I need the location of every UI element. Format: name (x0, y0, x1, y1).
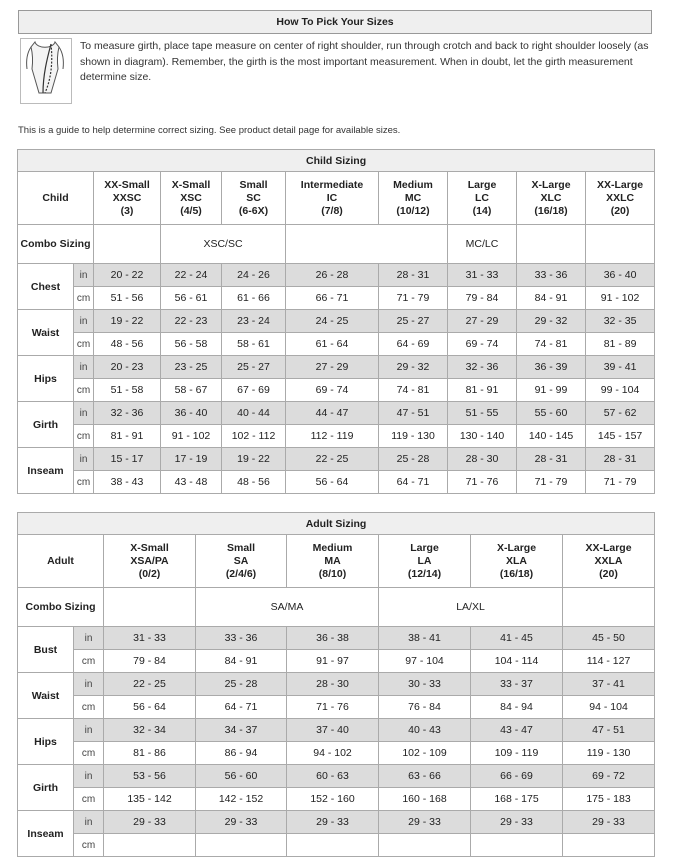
size-value-cell: 47 - 51 (379, 402, 448, 425)
measurement-row (18, 448, 655, 471)
size-value-cell: 22 - 23 (161, 310, 222, 333)
size-value-cell: 24 - 25 (286, 310, 379, 333)
size-value-cell: 64 - 71 (379, 471, 448, 494)
size-column-header (94, 172, 161, 225)
unit-label: cm (74, 379, 94, 402)
size-header-line: XXLA (594, 554, 623, 567)
size-value-cell: 26 - 28 (286, 264, 379, 287)
size-value-cell: 34 - 37 (196, 719, 287, 742)
size-value-cell: 31 - 33 (448, 264, 517, 287)
size-value-cell: 99 - 104 (586, 379, 655, 402)
size-value-cell: 15 - 17 (94, 448, 161, 471)
measurement-row (18, 310, 655, 333)
size-value-cell: 142 - 152 (196, 788, 287, 811)
corner-label: Child (18, 172, 94, 225)
size-value-cell: 81 - 91 (448, 379, 517, 402)
size-value-cell: 28 - 31 (517, 448, 586, 471)
size-value-cell: 40 - 44 (222, 402, 286, 425)
size-column-header (287, 535, 379, 588)
size-column-header (161, 172, 222, 225)
size-value-cell: 32 - 34 (104, 719, 196, 742)
size-value-cell: 29 - 32 (517, 310, 586, 333)
size-header-line: Large (467, 178, 497, 191)
size-value-cell: 91 - 99 (517, 379, 586, 402)
combo-empty-cell (586, 225, 655, 264)
size-column-header (196, 535, 287, 588)
table-title-row (18, 513, 655, 535)
size-value-cell (104, 834, 196, 857)
size-value-cell: 36 - 38 (287, 627, 379, 650)
size-value-cell: 160 - 168 (379, 788, 471, 811)
size-header-line: X-Small (130, 541, 169, 554)
size-value-cell: 81 - 86 (104, 742, 196, 765)
size-value-cell: 104 - 114 (471, 650, 563, 673)
size-header-line: (20) (610, 204, 630, 217)
size-value-cell: 84 - 91 (517, 287, 586, 310)
measurement-row (18, 627, 655, 650)
size-header-line: SA (233, 554, 249, 567)
size-column-header (104, 535, 196, 588)
size-value-cell: 119 - 130 (379, 425, 448, 448)
child-sizing-table (17, 149, 655, 494)
unit-label: in (74, 356, 94, 379)
size-header-line: IC (326, 191, 338, 204)
size-header-line: Medium (393, 178, 433, 191)
size-header-line: XSC (180, 191, 202, 204)
unit-label: cm (74, 696, 104, 719)
size-value-cell: 33 - 37 (471, 673, 563, 696)
combo-empty-cell (94, 225, 161, 264)
size-value-cell (563, 834, 655, 857)
size-value-cell: 47 - 51 (563, 719, 655, 742)
size-value-cell: 20 - 23 (94, 356, 161, 379)
size-value-cell: 40 - 43 (379, 719, 471, 742)
size-value-cell: 29 - 33 (287, 811, 379, 834)
unit-label: in (74, 627, 104, 650)
table-title-row (18, 150, 655, 172)
size-value-cell: 23 - 24 (222, 310, 286, 333)
size-value-cell: 64 - 69 (379, 333, 448, 356)
size-header-line: XLC (540, 191, 562, 204)
combo-empty-cell (104, 588, 196, 627)
measurement-row (18, 811, 655, 834)
size-value-cell: 51 - 58 (94, 379, 161, 402)
size-value-cell: 58 - 61 (222, 333, 286, 356)
unit-label: cm (74, 471, 94, 494)
size-value-cell: 32 - 35 (586, 310, 655, 333)
size-value-cell: 20 - 22 (94, 264, 161, 287)
size-value-cell: 32 - 36 (94, 402, 161, 425)
size-value-cell: 27 - 29 (448, 310, 517, 333)
combo-label-text: Combo Sizing (25, 600, 96, 613)
size-value-cell: 145 - 157 (586, 425, 655, 448)
unit-label: in (74, 811, 104, 834)
size-value-cell: 114 - 127 (563, 650, 655, 673)
measurement-row (18, 834, 655, 857)
size-header-line: (16/18) (534, 204, 568, 217)
size-header-line: XX-Large (585, 541, 632, 554)
size-header-line: (0/2) (138, 567, 161, 580)
size-value-cell: 57 - 62 (586, 402, 655, 425)
measurement-label: Chest (18, 264, 74, 310)
measurement-row (18, 650, 655, 673)
size-value-cell: 32 - 36 (448, 356, 517, 379)
size-header-line: XSA/PA (130, 554, 169, 567)
unit-label: cm (74, 333, 94, 356)
combo-sizing-label (18, 225, 94, 264)
size-value-cell (379, 834, 471, 857)
size-column-header (448, 172, 517, 225)
size-value-cell: 25 - 28 (379, 448, 448, 471)
size-column-header (379, 535, 471, 588)
size-value-cell: 29 - 33 (104, 811, 196, 834)
size-value-cell: 51 - 56 (94, 287, 161, 310)
size-value-cell: 48 - 56 (222, 471, 286, 494)
measurement-label: Hips (18, 356, 74, 402)
size-header-row (18, 535, 655, 588)
combo-size-group: LA/XL (379, 588, 563, 627)
size-value-cell: 58 - 67 (161, 379, 222, 402)
size-value-cell: 175 - 183 (563, 788, 655, 811)
size-value-cell: 43 - 48 (161, 471, 222, 494)
size-value-cell: 61 - 66 (222, 287, 286, 310)
measure-instructions: To measure girth, place tape measure on center of right shoulder, run through crotch and back to right shoulder loosely (as shown in diagram). Remember, the girth is the most important measurement. When in doubt, let the girth measurement determine size. (80, 40, 649, 83)
size-value-cell: 71 - 76 (287, 696, 379, 719)
measurement-row (18, 788, 655, 811)
size-value-cell: 56 - 64 (286, 471, 379, 494)
size-column-header (563, 535, 655, 588)
size-value-cell: 81 - 89 (586, 333, 655, 356)
size-value-cell: 25 - 27 (222, 356, 286, 379)
table-title: Adult Sizing (18, 513, 655, 535)
size-header-line: Small (226, 541, 255, 554)
size-value-cell (287, 834, 379, 857)
measurement-label: Waist (18, 310, 74, 356)
size-value-cell: 168 - 175 (471, 788, 563, 811)
measurement-row (18, 264, 655, 287)
size-header-row (18, 172, 655, 225)
size-value-cell: 112 - 119 (286, 425, 379, 448)
size-value-cell: 86 - 94 (196, 742, 287, 765)
measurement-row (18, 696, 655, 719)
size-header-line: (10/12) (396, 204, 430, 217)
unit-label: in (74, 719, 104, 742)
size-value-cell: 56 - 61 (161, 287, 222, 310)
unit-label: cm (74, 650, 104, 673)
size-value-cell: 79 - 84 (448, 287, 517, 310)
unit-label: in (74, 310, 94, 333)
size-value-cell: 56 - 58 (161, 333, 222, 356)
size-value-cell: 19 - 22 (222, 448, 286, 471)
size-header-line: XX-Small (104, 178, 150, 191)
size-value-cell: 119 - 130 (563, 742, 655, 765)
measurement-row (18, 742, 655, 765)
size-value-cell: 23 - 25 (161, 356, 222, 379)
combo-size-group: SA/MA (196, 588, 379, 627)
sizing-guide-note: This is a guide to help determine correct sizing. See product detail page for available sizes. (18, 125, 401, 136)
size-value-cell: 66 - 71 (286, 287, 379, 310)
intro-section (18, 35, 652, 105)
size-header-line: (7/8) (321, 204, 343, 217)
size-value-cell: 33 - 36 (517, 264, 586, 287)
size-value-cell: 140 - 145 (517, 425, 586, 448)
size-value-cell: 29 - 33 (563, 811, 655, 834)
size-header-line: (16/18) (499, 567, 534, 580)
unit-label: cm (74, 834, 104, 857)
size-value-cell: 84 - 91 (196, 650, 287, 673)
size-value-cell: 33 - 36 (196, 627, 287, 650)
size-value-cell: 22 - 25 (286, 448, 379, 471)
size-value-cell: 39 - 41 (586, 356, 655, 379)
measurement-label: Girth (18, 765, 74, 811)
size-header-line: (3) (120, 204, 134, 217)
measurement-row (18, 356, 655, 379)
size-value-cell: 63 - 66 (379, 765, 471, 788)
size-value-cell: 29 - 33 (196, 811, 287, 834)
size-column-header (471, 535, 563, 588)
unit-label: in (74, 448, 94, 471)
size-value-cell: 94 - 104 (563, 696, 655, 719)
size-value-cell: 67 - 69 (222, 379, 286, 402)
measurement-row (18, 402, 655, 425)
size-value-cell (196, 834, 287, 857)
measurement-row (18, 333, 655, 356)
size-value-cell: 97 - 104 (379, 650, 471, 673)
size-header-line: (6-6X) (238, 204, 269, 217)
size-value-cell: 69 - 74 (448, 333, 517, 356)
size-value-cell: 43 - 47 (471, 719, 563, 742)
size-value-cell: 71 - 76 (448, 471, 517, 494)
adult-sizing-table (17, 512, 655, 857)
size-value-cell: 28 - 30 (287, 673, 379, 696)
size-header-line: (4/5) (180, 204, 202, 217)
unit-label: cm (74, 287, 94, 310)
leotard-measure-diagram-icon (20, 38, 72, 104)
size-value-cell: 29 - 33 (379, 811, 471, 834)
size-value-cell: 152 - 160 (287, 788, 379, 811)
size-value-cell: 22 - 24 (161, 264, 222, 287)
unit-label: in (74, 264, 94, 287)
size-header-line: XXLC (606, 191, 635, 204)
size-header-line: (8/10) (318, 567, 347, 580)
size-value-cell: 51 - 55 (448, 402, 517, 425)
combo-empty-cell (517, 225, 586, 264)
size-value-cell: 37 - 41 (563, 673, 655, 696)
size-value-cell: 27 - 29 (286, 356, 379, 379)
size-value-cell: 69 - 74 (286, 379, 379, 402)
combo-empty-cell (563, 588, 655, 627)
measurement-row (18, 719, 655, 742)
size-column-header (286, 172, 379, 225)
size-value-cell: 44 - 47 (286, 402, 379, 425)
size-value-cell: 53 - 56 (104, 765, 196, 788)
size-column-header (517, 172, 586, 225)
corner-label: Adult (18, 535, 104, 588)
size-value-cell: 102 - 109 (379, 742, 471, 765)
size-header-line: X-Small (171, 178, 211, 191)
size-value-cell: 109 - 119 (471, 742, 563, 765)
combo-sizing-label (18, 588, 104, 627)
size-value-cell: 61 - 64 (286, 333, 379, 356)
size-value-cell: 41 - 45 (471, 627, 563, 650)
combo-sizing-row (18, 225, 655, 264)
size-value-cell: 91 - 102 (161, 425, 222, 448)
size-header-line: XX-Large (597, 178, 644, 191)
combo-sizing-row (18, 588, 655, 627)
size-value-cell: 24 - 26 (222, 264, 286, 287)
size-value-cell: 22 - 25 (104, 673, 196, 696)
size-value-cell: 91 - 97 (287, 650, 379, 673)
size-value-cell: 71 - 79 (586, 471, 655, 494)
size-value-cell: 29 - 32 (379, 356, 448, 379)
size-header-line: (12/14) (407, 567, 442, 580)
size-value-cell: 130 - 140 (448, 425, 517, 448)
size-value-cell: 37 - 40 (287, 719, 379, 742)
size-value-cell: 79 - 84 (104, 650, 196, 673)
size-header-line: XXSC (112, 191, 142, 204)
combo-label-text: Combo Sizing (20, 237, 91, 250)
size-value-cell: 74 - 81 (379, 379, 448, 402)
size-header-line: Intermediate (300, 178, 364, 191)
size-header-line: LC (475, 191, 489, 204)
combo-empty-cell (286, 225, 448, 264)
size-value-cell: 38 - 43 (94, 471, 161, 494)
size-value-cell: 28 - 31 (586, 448, 655, 471)
measurement-row (18, 471, 655, 494)
size-value-cell: 71 - 79 (379, 287, 448, 310)
size-header-line: Medium (312, 541, 353, 554)
size-header-line: (2/4/6) (225, 567, 257, 580)
size-value-cell: 69 - 72 (563, 765, 655, 788)
size-column-header (586, 172, 655, 225)
size-value-cell: 28 - 31 (379, 264, 448, 287)
size-header-line: (14) (472, 204, 492, 217)
unit-label: cm (74, 742, 104, 765)
size-header-line: MC (404, 191, 422, 204)
size-header-line: MA (324, 554, 341, 567)
size-value-cell: 74 - 81 (517, 333, 586, 356)
size-column-header (222, 172, 286, 225)
table-title: Child Sizing (18, 150, 655, 172)
measurement-label: Waist (18, 673, 74, 719)
size-header-line: Small (239, 178, 268, 191)
size-value-cell: 28 - 30 (448, 448, 517, 471)
unit-label: cm (74, 788, 104, 811)
size-value-cell: 81 - 91 (94, 425, 161, 448)
size-value-cell: 38 - 41 (379, 627, 471, 650)
page-title: How To Pick Your Sizes (18, 10, 652, 34)
measurement-row (18, 765, 655, 788)
size-value-cell: 76 - 84 (379, 696, 471, 719)
unit-label: cm (74, 425, 94, 448)
size-value-cell: 56 - 64 (104, 696, 196, 719)
size-header-line: Large (410, 541, 439, 554)
size-value-cell: 91 - 102 (586, 287, 655, 310)
measurement-row (18, 425, 655, 448)
unit-label: in (74, 765, 104, 788)
size-value-cell: 36 - 39 (517, 356, 586, 379)
size-header-line: SC (246, 191, 261, 204)
size-value-cell: 84 - 94 (471, 696, 563, 719)
size-value-cell: 36 - 40 (161, 402, 222, 425)
size-value-cell: 55 - 60 (517, 402, 586, 425)
size-header-line: (20) (599, 567, 618, 580)
size-value-cell: 135 - 142 (104, 788, 196, 811)
measurement-label: Inseam (18, 448, 74, 494)
size-header-line: X-Large (496, 541, 537, 554)
measurement-label: Bust (18, 627, 74, 673)
size-value-cell (471, 834, 563, 857)
measurement-row (18, 673, 655, 696)
size-value-cell: 71 - 79 (517, 471, 586, 494)
size-column-header (379, 172, 448, 225)
measurement-label: Hips (18, 719, 74, 765)
measurement-row (18, 379, 655, 402)
unit-label: in (74, 673, 104, 696)
size-header-line: X-Large (531, 178, 571, 191)
size-value-cell: 64 - 71 (196, 696, 287, 719)
size-value-cell: 36 - 40 (586, 264, 655, 287)
size-value-cell: 48 - 56 (94, 333, 161, 356)
combo-size-group: XSC/SC (161, 225, 286, 264)
size-value-cell: 25 - 28 (196, 673, 287, 696)
combo-size-group: MC/LC (448, 225, 517, 264)
measurement-label: Inseam (18, 811, 74, 857)
size-header-line: LA (417, 554, 432, 567)
size-value-cell: 102 - 112 (222, 425, 286, 448)
unit-label: in (74, 402, 94, 425)
size-value-cell: 56 - 60 (196, 765, 287, 788)
size-value-cell: 30 - 33 (379, 673, 471, 696)
size-value-cell: 19 - 22 (94, 310, 161, 333)
size-value-cell: 60 - 63 (287, 765, 379, 788)
size-value-cell: 17 - 19 (161, 448, 222, 471)
size-value-cell: 29 - 33 (471, 811, 563, 834)
measurement-label: Girth (18, 402, 74, 448)
size-header-line: XLA (506, 554, 527, 567)
size-value-cell: 25 - 27 (379, 310, 448, 333)
size-value-cell: 31 - 33 (104, 627, 196, 650)
size-value-cell: 45 - 50 (563, 627, 655, 650)
size-value-cell: 66 - 69 (471, 765, 563, 788)
measurement-row (18, 287, 655, 310)
size-value-cell: 94 - 102 (287, 742, 379, 765)
